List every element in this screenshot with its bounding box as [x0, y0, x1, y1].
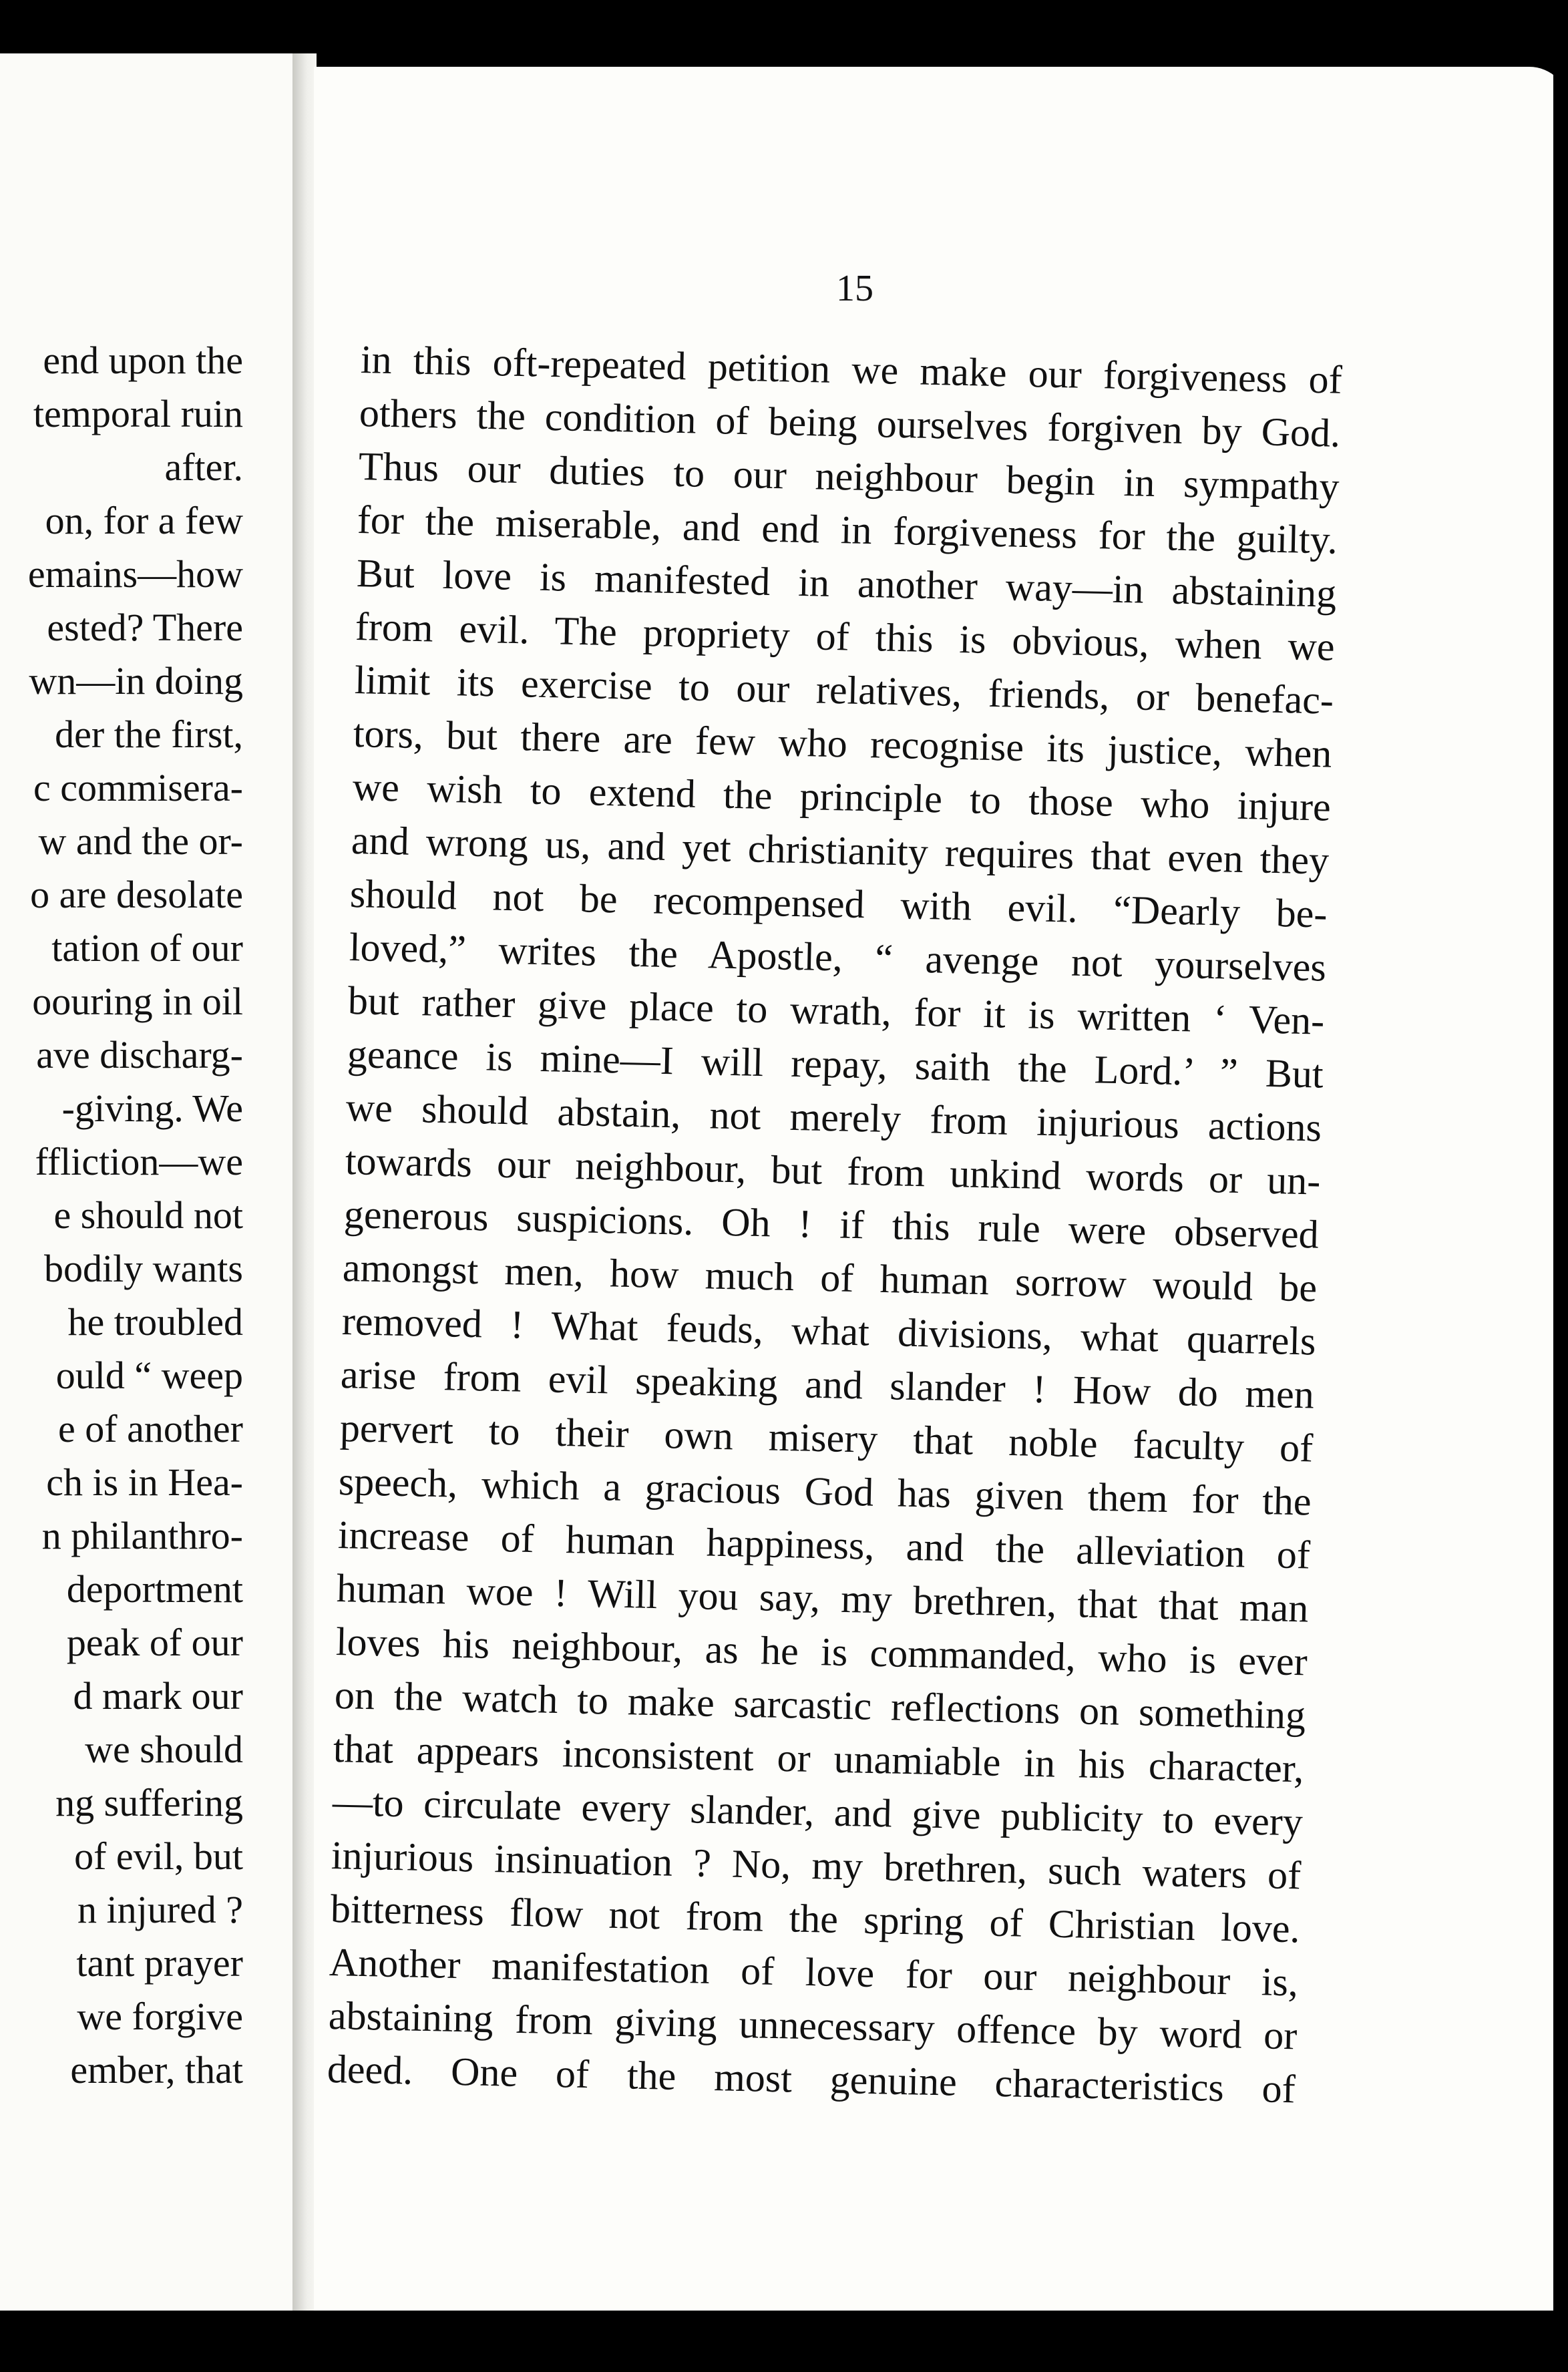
body-text-line: amongst men, how much of human sorrow would be: [342, 1245, 1318, 1310]
body-text-line: but rather give place to wrath, for it is written ‘ Ven-: [347, 978, 1326, 1043]
left-page-line: we should: [85, 1728, 243, 1771]
body-text-line: should not be recompensed with evil. “Dearly be-: [349, 871, 1328, 936]
left-page-line: wn—in doing: [29, 659, 243, 703]
left-page-line: peak of our: [66, 1621, 243, 1664]
body-text-line: loves his neighbour, as he is commanded, who is ever: [335, 1619, 1308, 1684]
left-page-line: tant prayer: [76, 1941, 243, 1985]
left-page: [0, 53, 294, 2311]
body-text-line: and wrong us, and yet christianity requires that even they: [351, 818, 1330, 883]
body-text-line: abstaining from giving unnecessary offence by word or: [327, 1993, 1298, 2058]
body-text-line: limit its exercise to our relatives, friends, or benefac-: [353, 658, 1334, 723]
body-text-line: But love is manifested in another way—in abstaining: [356, 551, 1337, 616]
left-page-line: e of another: [58, 1407, 243, 1450]
body-text-line: loved,” writes the Apostle, “ avenge not yourselves: [349, 925, 1327, 990]
body-text-line: injurious insinuation ? No, my brethren, such waters of: [331, 1833, 1302, 1898]
right-page: [314, 67, 1568, 2311]
left-page-line: ng suffering: [55, 1781, 243, 1824]
left-page-line: ch is in Hea-: [46, 1460, 243, 1504]
body-text-line: speech, which a gracious God has given them for the: [338, 1459, 1312, 1524]
left-page-line: w and the or-: [38, 819, 243, 863]
left-page-line: ested? There: [47, 606, 243, 649]
left-page-line: e should not: [53, 1193, 243, 1237]
body-text-line: towards our neighbour, but from unkind words or un-: [344, 1139, 1321, 1203]
page-edge-shadow: [1553, 67, 1568, 2311]
body-text-line: Another manifestation of love for our neighbour is,: [329, 1940, 1299, 2005]
body-text-line: bitterness flow not from the spring of Christian love.: [329, 1887, 1300, 1951]
left-page-line: deportment: [66, 1567, 243, 1611]
left-page-line: -giving. We: [61, 1086, 243, 1130]
left-page-line: ave discharg-: [36, 1033, 243, 1076]
left-page-line: n injured ?: [77, 1888, 243, 1931]
page-number: 15: [836, 268, 873, 309]
left-page-line: d mark our: [73, 1674, 243, 1718]
body-text-line: from evil. The propriety of this is obvious, when we: [355, 604, 1336, 669]
body-text-line: generous suspicions. Oh ! if this rule were observed: [343, 1192, 1320, 1257]
left-page-line: end upon the: [43, 339, 243, 382]
left-page-line: he troubled: [67, 1300, 243, 1344]
left-page-line: o are desolate: [30, 873, 243, 916]
body-text-line: others the condition of being ourselves forgiven by God.: [359, 391, 1342, 455]
left-page-line: of evil, but: [74, 1834, 243, 1878]
body-text-line: arise from evil speaking and slander ! How do men: [340, 1352, 1315, 1417]
body-text-line: human woe ! Will you say, my brethren, that that man: [336, 1566, 1310, 1631]
left-page-line: ould “ weep: [55, 1354, 243, 1397]
left-page-line: we forgive: [77, 1995, 243, 2038]
left-page-line: oouring in oil: [32, 980, 243, 1023]
left-page-line: c commisera-: [33, 766, 243, 809]
left-page-text: [0, 334, 243, 2097]
body-text-line: that appears inconsistent or unamiable in his character,: [333, 1726, 1305, 1791]
left-page-line: temporal ruin: [33, 392, 243, 435]
left-page-line: emains—how: [27, 552, 243, 596]
body-text-line: on the watch to make sarcastic reflections on something: [334, 1673, 1306, 1738]
page-gutter: [292, 53, 317, 2311]
left-page-line: bodily wants: [43, 1247, 243, 1290]
left-page-line: after.: [164, 445, 243, 489]
body-text-line: pervert to their own misery that noble faculty of: [339, 1406, 1314, 1470]
left-page-line: ember, that: [70, 2048, 243, 2092]
body-text-line: for the miserable, and end in forgiveness for the guilty.: [357, 498, 1338, 562]
left-page-line: n philanthro-: [41, 1514, 243, 1557]
body-text-line: increase of human happiness, and the alleviation of: [337, 1513, 1311, 1577]
left-page-line: der the first,: [55, 713, 243, 756]
body-text-line: —to circulate every slander, and give publicity to every: [332, 1780, 1304, 1844]
body-text-line: Thus our duties to our neighbour begin in sympathy: [358, 444, 1340, 509]
left-page-line: ffliction—we: [35, 1140, 243, 1183]
body-text-line: we should abstain, not merely from injurious actions: [345, 1085, 1322, 1150]
body-text-line: removed ! What feuds, what divisions, what quarrels: [341, 1299, 1316, 1364]
body-text-line: geance is mine—I will repay, saith the Lord.’ ” But: [346, 1032, 1324, 1097]
body-text-line: tors, but there are few who recognise its justice, when: [353, 711, 1333, 776]
body-text-line: deed. One of the most genuine characteristics of: [327, 2047, 1296, 2112]
body-text-line: in this oft-repeated petition we make our forgiveness of: [360, 337, 1343, 402]
body-text-line: we wish to extend the principle to those who injure: [351, 765, 1331, 829]
left-page-line: on, for a few: [45, 499, 243, 542]
left-page-line: tation of our: [51, 926, 243, 970]
